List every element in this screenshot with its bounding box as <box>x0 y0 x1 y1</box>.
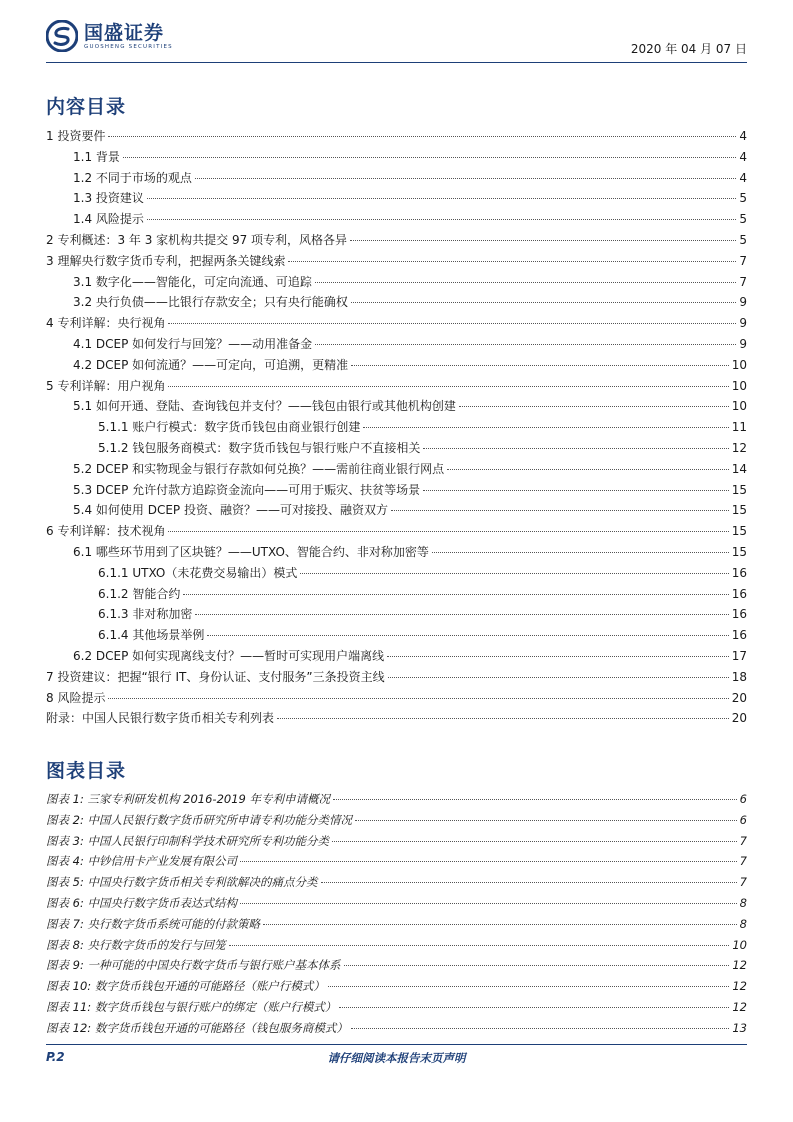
dot-leader <box>447 469 729 470</box>
toc-entry[interactable] <box>46 542 747 563</box>
toc-list <box>46 126 747 729</box>
toc-title: 内容目录 <box>46 96 127 118</box>
figure-entry-label: 图表 4: 中钞信用卡产业发展有限公司 <box>46 854 238 869</box>
toc-entry-label: 6.1.4 其他场景举例 <box>98 628 205 643</box>
dot-leader <box>168 323 736 324</box>
company-logo <box>46 20 173 52</box>
toc-entry[interactable] <box>46 500 747 521</box>
toc-entry-label: 3.2 央行负债——比银行存款安全；只有央行能确权 <box>73 295 348 310</box>
toc-entry[interactable] <box>46 230 747 251</box>
toc-entry-label: 1.4 风险提示 <box>73 212 144 227</box>
toc-entry-label: 8 风险提示 <box>46 690 106 705</box>
toc-entry-label: 2 专利概述：3 年 3 家机构共提交 97 项专利，风格各异 <box>46 232 348 247</box>
figure-entry-label: 图表 12: 数字货币钱包开通的可能路径（钱包服务商模式） <box>46 1020 348 1035</box>
figure-entry[interactable] <box>46 976 747 997</box>
figure-entry-page-number: 8 <box>739 895 747 910</box>
toc-entry-label: 4.1 DCEP 如何发行与回笼？——动用准备金 <box>73 336 313 351</box>
dot-leader <box>333 799 737 800</box>
dot-leader <box>207 635 728 636</box>
toc-entry[interactable] <box>46 396 747 417</box>
toc-entry-page-number: 15 <box>731 503 747 518</box>
toc-entry-label: 5.1.2 钱包服务商模式：数字货币钱包与银行账户不直接相关 <box>98 440 421 455</box>
toc-entry[interactable] <box>46 480 747 501</box>
toc-entry-label: 6.1.3 非对称加密 <box>98 607 193 622</box>
toc-entry-page-number: 11 <box>731 420 747 435</box>
dot-leader <box>240 861 737 862</box>
dot-leader <box>432 552 729 553</box>
dot-leader <box>328 986 730 987</box>
toc-entry-page-number: 10 <box>731 399 747 414</box>
toc-entry-label: 5.1 如何开通、登陆、查询钱包并支付？——钱包由银行或其他机构创建 <box>73 399 456 414</box>
toc-entry[interactable] <box>46 438 747 459</box>
dot-leader <box>195 614 728 615</box>
page-header <box>46 18 747 63</box>
dot-leader <box>195 178 736 179</box>
figure-entry-page-number: 12 <box>732 979 747 994</box>
dot-leader <box>388 677 729 678</box>
figure-entry[interactable] <box>46 955 747 976</box>
toc-entry[interactable] <box>46 625 747 646</box>
toc-entry-page-number: 15 <box>731 544 747 559</box>
dot-leader <box>351 365 729 366</box>
dot-leader <box>288 261 736 262</box>
figure-entry-page-number: 7 <box>739 833 747 848</box>
toc-entry-label: 7 投资建议：把握“银行 IT、身份认证、支付服务”三条投资主线 <box>46 669 385 684</box>
toc-entry-label: 6.1 哪些环节用到了区块链？——UTXO、智能合约、非对称加密等 <box>73 544 429 559</box>
toc-entry-page-number: 15 <box>731 482 747 497</box>
toc-entry[interactable] <box>46 126 747 147</box>
dot-leader <box>351 302 736 303</box>
toc-entry-label: 4 专利详解：央行视角 <box>46 316 166 331</box>
dot-leader <box>229 945 730 946</box>
figure-entry-label: 图表 11: 数字货币钱包与银行账户的绑定（账户行模式） <box>46 999 337 1014</box>
figure-entry-label: 图表 3: 中国人民银行印制科学技术研究所专利功能分类 <box>46 833 329 848</box>
figure-entry[interactable] <box>46 1018 747 1039</box>
toc-entry-page-number: 17 <box>731 648 747 663</box>
toc-entry-label: 1.2 不同于市场的观点 <box>73 170 192 185</box>
dot-leader <box>168 386 728 387</box>
toc-entry-label: 5.2 DCEP 和实物现金与银行存款如何兑换？——需前往商业银行网点 <box>73 461 445 476</box>
toc-entry-label: 附录：中国人民银行数字货币相关专利列表 <box>46 711 275 726</box>
toc-entry-page-number: 7 <box>739 274 747 289</box>
toc-entry[interactable] <box>46 292 747 313</box>
toc-entry-label: 4.2 DCEP 如何流通？——可定向，可追溯，更精准 <box>73 357 349 372</box>
guosheng-logo-icon <box>46 20 78 52</box>
report-date: 2020 年 04 月 07 日 <box>630 42 747 56</box>
toc-entry-label: 1.3 投资建议 <box>73 191 144 206</box>
dot-leader <box>168 531 728 532</box>
figure-entry-page-number: 13 <box>732 1020 747 1035</box>
toc-entry-label: 1 投资要件 <box>46 129 106 143</box>
toc-entry-page-number: 4 <box>739 149 747 164</box>
figure-entry[interactable] <box>46 872 747 893</box>
figure-entry[interactable] <box>46 935 747 956</box>
toc-entry-label: 6.1.2 智能合约 <box>98 586 181 601</box>
figure-entry-label: 图表 6: 中国央行数字货币表达式结构 <box>46 895 238 910</box>
figure-entry[interactable] <box>46 789 747 810</box>
dot-leader <box>123 157 736 158</box>
dot-leader <box>355 820 737 821</box>
dot-leader <box>344 965 730 966</box>
toc-entry-page-number: 16 <box>731 565 747 580</box>
toc-entry[interactable] <box>46 355 747 376</box>
dot-leader <box>108 698 728 699</box>
toc-entry-page-number: 15 <box>731 524 747 539</box>
dot-leader <box>363 427 728 428</box>
dot-leader <box>315 344 736 345</box>
toc-entry[interactable] <box>46 188 747 209</box>
figure-index-title: 图表目录 <box>46 760 127 782</box>
logo-english-name: GUOSHENG SECURITIES <box>84 43 173 50</box>
toc-entry-page-number: 16 <box>731 586 747 601</box>
toc-entry-page-number: 10 <box>731 357 747 372</box>
disclaimer-note: 请仔细阅读本报告末页声明 <box>327 1051 466 1065</box>
figure-entry[interactable] <box>46 914 747 935</box>
figure-entry-page-number: 12 <box>732 999 747 1014</box>
figure-entry[interactable] <box>46 893 747 914</box>
figure-entry-page-number: 8 <box>739 916 747 931</box>
toc-entry[interactable] <box>46 251 747 272</box>
figure-entry[interactable] <box>46 831 747 852</box>
figure-entry-page-number: 7 <box>739 854 747 869</box>
figure-entry-label: 图表 10: 数字货币钱包开通的可能路径（账户行模式） <box>46 979 325 994</box>
toc-entry-label: 5.4 如何使用 DCEP 投资、融资？——可对接投、融资双方 <box>73 503 388 518</box>
toc-entry[interactable] <box>46 584 747 605</box>
dot-leader <box>183 594 728 595</box>
toc-entry[interactable] <box>46 688 747 709</box>
figure-entry-label: 图表 7: 央行数字货币系统可能的付款策略 <box>46 916 261 931</box>
toc-entry-label: 3.1 数字化——智能化，可定向流通、可追踪 <box>73 274 312 289</box>
dot-leader <box>321 882 737 883</box>
toc-entry[interactable] <box>46 417 747 438</box>
dot-leader <box>315 282 736 283</box>
figure-entry-label: 图表 2: 中国人民银行数字货币研究所申请专利功能分类情况 <box>46 812 352 827</box>
figure-entry[interactable] <box>46 851 747 872</box>
toc-entry[interactable] <box>46 168 747 189</box>
dot-leader <box>147 219 736 220</box>
dot-leader <box>277 718 729 719</box>
figure-entry-label: 图表 8: 央行数字货币的发行与回笼 <box>46 937 226 952</box>
toc-entry-label: 5 专利详解：用户视角 <box>46 378 166 393</box>
page-number: P.2 <box>46 1050 65 1064</box>
dot-leader <box>108 136 736 137</box>
logo-chinese-name: 国盛证券 <box>84 21 165 44</box>
toc-entry-page-number: 16 <box>731 628 747 643</box>
toc-entry-page-number: 14 <box>731 461 747 476</box>
toc-entry-page-number: 5 <box>739 232 747 247</box>
toc-entry[interactable] <box>46 708 747 729</box>
toc-entry-page-number: 12 <box>731 440 747 455</box>
dot-leader <box>423 448 728 449</box>
dot-leader <box>350 240 736 241</box>
toc-entry-page-number: 5 <box>739 212 747 227</box>
toc-entry[interactable] <box>46 209 747 230</box>
dot-leader <box>423 490 729 491</box>
toc-entry-label: 5.1.1 账户行模式：数字货币钱包由商业银行创建 <box>98 420 361 435</box>
toc-entry[interactable] <box>46 334 747 355</box>
toc-entry[interactable] <box>46 604 747 625</box>
toc-entry-page-number: 4 <box>739 129 747 143</box>
dot-leader <box>263 924 737 925</box>
toc-entry-page-number: 5 <box>739 191 747 206</box>
toc-entry-label: 6.2 DCEP 如何实现离线支付？——暂时可实现用户端离线 <box>73 648 385 663</box>
figure-entry[interactable] <box>46 810 747 831</box>
figure-entry-page-number: 6 <box>739 792 747 806</box>
figure-entry-page-number: 10 <box>732 937 747 952</box>
dot-leader <box>351 1028 730 1029</box>
toc-entry-label: 6 专利详解：技术视角 <box>46 524 166 539</box>
figure-entry-label: 图表 1: 三家专利研发机构 2016-2019 年专利申请概况 <box>46 792 330 806</box>
toc-entry[interactable] <box>46 667 747 688</box>
dot-leader <box>147 198 736 199</box>
toc-entry[interactable] <box>46 459 747 480</box>
toc-entry-page-number: 16 <box>731 607 747 622</box>
figure-entry-label: 图表 5: 中国央行数字货币相关专利欲解决的痛点分类 <box>46 875 318 890</box>
toc-entry-page-number: 7 <box>739 253 747 268</box>
figure-entry[interactable] <box>46 997 747 1018</box>
toc-entry-page-number: 9 <box>739 295 747 310</box>
figure-index-list <box>46 789 747 1039</box>
toc-entry[interactable] <box>46 313 747 334</box>
toc-entry[interactable] <box>46 376 747 397</box>
dot-leader <box>332 841 737 842</box>
toc-entry-page-number: 9 <box>739 336 747 351</box>
toc-entry-label: 5.3 DCEP 允许付款方追踪资金流向——可用于赈灾、扶贫等场景 <box>73 482 421 497</box>
dot-leader <box>391 510 729 511</box>
figure-entry-label: 图表 9: 一种可能的中国央行数字货币与银行账户基本体系 <box>46 958 341 973</box>
toc-entry-page-number: 9 <box>739 316 747 331</box>
page-footer <box>46 1044 747 1069</box>
dot-leader <box>387 656 729 657</box>
dot-leader <box>459 406 729 407</box>
toc-entry-page-number: 10 <box>731 378 747 393</box>
toc-entry-page-number: 20 <box>731 690 747 705</box>
toc-entry-label: 1.1 背景 <box>73 149 120 164</box>
figure-entry-page-number: 12 <box>732 958 747 973</box>
figure-entry-page-number: 6 <box>739 812 747 827</box>
toc-entry-label: 3 理解央行数字货币专利，把握两条关键线索 <box>46 253 286 268</box>
toc-entry-page-number: 20 <box>731 711 747 726</box>
figure-entry-page-number: 7 <box>739 875 747 890</box>
toc-entry-page-number: 4 <box>739 170 747 185</box>
toc-entry[interactable] <box>46 147 747 168</box>
toc-entry-page-number: 18 <box>731 669 747 684</box>
toc-entry-label: 6.1.1 UTXO（未花费交易输出）模式 <box>98 565 298 580</box>
dot-leader <box>339 1007 729 1008</box>
dot-leader <box>240 903 737 904</box>
toc-entry[interactable] <box>46 646 747 667</box>
toc-entry[interactable] <box>46 272 747 293</box>
dot-leader <box>300 573 728 574</box>
toc-entry[interactable] <box>46 521 747 542</box>
toc-entry[interactable] <box>46 563 747 584</box>
